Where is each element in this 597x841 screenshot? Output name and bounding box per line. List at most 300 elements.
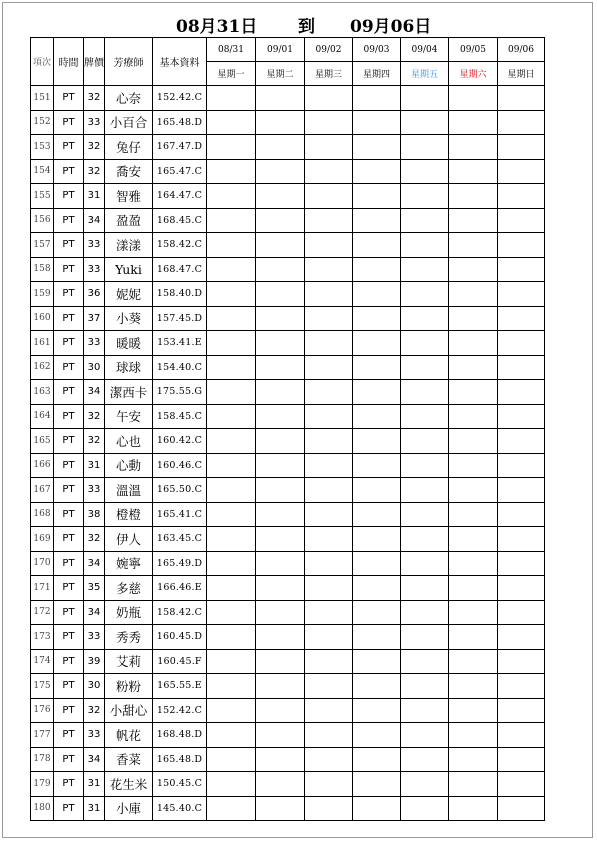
schedule-cell[interactable]	[256, 282, 305, 307]
schedule-cell[interactable]	[353, 306, 401, 331]
schedule-cell[interactable]	[353, 184, 401, 209]
schedule-cell[interactable]	[207, 331, 256, 356]
row-index: 161	[31, 331, 54, 356]
schedule-cell[interactable]	[449, 208, 498, 233]
row-card-price: 34	[84, 380, 105, 405]
row-therapist-name: 粉粉	[105, 674, 153, 699]
schedule-cell[interactable]	[401, 796, 449, 821]
schedule-cell[interactable]	[401, 135, 449, 160]
schedule-cell[interactable]	[401, 208, 449, 233]
row-therapist-name: 帆花	[105, 723, 153, 748]
schedule-cell[interactable]	[353, 478, 401, 503]
schedule-cell[interactable]	[498, 135, 545, 160]
row-basic-info: 158.42.C	[153, 600, 207, 625]
schedule-cell[interactable]	[449, 576, 498, 601]
schedule-cell[interactable]	[353, 576, 401, 601]
row-card-price: 38	[84, 502, 105, 527]
schedule-cell[interactable]	[401, 502, 449, 527]
table-row	[31, 110, 545, 135]
schedule-cell[interactable]	[353, 159, 401, 184]
schedule-cell[interactable]	[207, 184, 256, 209]
schedule-cell[interactable]	[401, 184, 449, 209]
table-row	[31, 527, 545, 552]
schedule-cell[interactable]	[449, 600, 498, 625]
schedule-cell[interactable]	[401, 257, 449, 282]
schedule-cell[interactable]	[256, 208, 305, 233]
schedule-cell[interactable]	[207, 355, 256, 380]
schedule-cell[interactable]	[353, 723, 401, 748]
schedule-cell[interactable]	[305, 649, 353, 674]
row-basic-info: 152.42.C	[153, 698, 207, 723]
day-date: 08/31	[207, 38, 256, 62]
schedule-cell[interactable]	[498, 576, 545, 601]
schedule-title	[0, 12, 597, 37]
schedule-cell[interactable]	[449, 184, 498, 209]
row-index: 156	[31, 208, 54, 233]
schedule-cell[interactable]	[305, 355, 353, 380]
row-index: 152	[31, 110, 54, 135]
schedule-cell[interactable]	[353, 355, 401, 380]
schedule-cell[interactable]	[449, 282, 498, 307]
row-time: PT	[54, 527, 84, 552]
row-therapist-name: 奶瓶	[105, 600, 153, 625]
schedule-cell[interactable]	[353, 625, 401, 650]
schedule-cell[interactable]	[305, 159, 353, 184]
schedule-cell[interactable]	[498, 429, 545, 454]
schedule-cell[interactable]	[401, 478, 449, 503]
schedule-cell[interactable]	[305, 600, 353, 625]
row-basic-info: 163.45.C	[153, 527, 207, 552]
schedule-cell[interactable]	[353, 110, 401, 135]
schedule-cell[interactable]	[207, 159, 256, 184]
schedule-cell[interactable]	[207, 674, 256, 699]
schedule-cell[interactable]	[305, 257, 353, 282]
schedule-cell[interactable]	[353, 502, 401, 527]
row-basic-info: 157.45.D	[153, 306, 207, 331]
schedule-cell[interactable]	[449, 135, 498, 160]
schedule-cell[interactable]	[256, 380, 305, 405]
schedule-cell[interactable]	[305, 404, 353, 429]
schedule-cell[interactable]	[401, 282, 449, 307]
schedule-cell[interactable]	[256, 355, 305, 380]
schedule-cell[interactable]	[305, 576, 353, 601]
schedule-cell[interactable]	[401, 772, 449, 797]
schedule-cell[interactable]	[498, 649, 545, 674]
schedule-cell[interactable]	[256, 233, 305, 258]
schedule-cell[interactable]	[449, 796, 498, 821]
row-therapist-name: 心奈	[105, 86, 153, 111]
table-row	[31, 600, 545, 625]
schedule-cell[interactable]	[449, 551, 498, 576]
schedule-cell[interactable]	[401, 625, 449, 650]
schedule-cell[interactable]	[256, 502, 305, 527]
schedule-cell[interactable]	[256, 331, 305, 356]
schedule-cell[interactable]	[353, 698, 401, 723]
schedule-cell[interactable]	[256, 184, 305, 209]
schedule-cell[interactable]	[256, 551, 305, 576]
table-row	[31, 331, 545, 356]
row-card-price: 31	[84, 796, 105, 821]
schedule-cell[interactable]	[305, 429, 353, 454]
row-basic-info: 152.42.C	[153, 86, 207, 111]
schedule-body	[31, 86, 545, 821]
schedule-cell[interactable]	[498, 331, 545, 356]
row-index: 160	[31, 306, 54, 331]
row-basic-info: 168.45.C	[153, 208, 207, 233]
schedule-cell[interactable]	[256, 453, 305, 478]
schedule-cell[interactable]	[256, 747, 305, 772]
schedule-cell[interactable]	[353, 796, 401, 821]
schedule-cell[interactable]	[207, 551, 256, 576]
schedule-cell[interactable]	[498, 551, 545, 576]
table-row	[31, 478, 545, 503]
day-weekday: 星期三	[305, 62, 353, 86]
day-date: 09/03	[353, 38, 401, 62]
schedule-cell[interactable]	[207, 282, 256, 307]
schedule-cell[interactable]	[207, 429, 256, 454]
schedule-cell[interactable]	[498, 404, 545, 429]
schedule-cell[interactable]	[256, 674, 305, 699]
row-index: 166	[31, 453, 54, 478]
schedule-cell[interactable]	[401, 404, 449, 429]
schedule-cell[interactable]	[449, 159, 498, 184]
schedule-table	[30, 37, 545, 821]
row-index: 171	[31, 576, 54, 601]
day-weekday: 星期五	[401, 62, 449, 86]
schedule-cell[interactable]	[401, 551, 449, 576]
schedule-cell[interactable]	[256, 723, 305, 748]
row-card-price: 34	[84, 208, 105, 233]
schedule-cell[interactable]	[449, 306, 498, 331]
schedule-cell[interactable]	[207, 453, 256, 478]
schedule-cell[interactable]	[207, 502, 256, 527]
row-time: PT	[54, 649, 84, 674]
schedule-cell[interactable]	[256, 772, 305, 797]
schedule-cell[interactable]	[305, 698, 353, 723]
row-time: PT	[54, 576, 84, 601]
schedule-cell[interactable]	[256, 429, 305, 454]
schedule-cell[interactable]	[353, 208, 401, 233]
schedule-cell[interactable]	[305, 184, 353, 209]
header-row-dates	[31, 38, 545, 62]
schedule-cell[interactable]	[256, 478, 305, 503]
schedule-cell[interactable]	[353, 331, 401, 356]
row-therapist-name: 球球	[105, 355, 153, 380]
schedule-cell[interactable]	[498, 184, 545, 209]
row-index: 172	[31, 600, 54, 625]
schedule-cell[interactable]	[449, 649, 498, 674]
schedule-cell[interactable]	[498, 747, 545, 772]
schedule-cell[interactable]	[449, 674, 498, 699]
schedule-cell[interactable]	[207, 527, 256, 552]
schedule-cell[interactable]	[256, 135, 305, 160]
schedule-cell[interactable]	[498, 453, 545, 478]
schedule-cell[interactable]	[401, 698, 449, 723]
table-row	[31, 86, 545, 111]
schedule-cell[interactable]	[207, 306, 256, 331]
row-index: 170	[31, 551, 54, 576]
row-time: PT	[54, 159, 84, 184]
schedule-cell[interactable]	[498, 478, 545, 503]
row-basic-info: 165.48.D	[153, 110, 207, 135]
row-time: PT	[54, 355, 84, 380]
schedule-cell[interactable]	[305, 233, 353, 258]
schedule-cell[interactable]	[498, 306, 545, 331]
schedule-cell[interactable]	[498, 698, 545, 723]
row-card-price: 31	[84, 184, 105, 209]
schedule-cell[interactable]	[305, 478, 353, 503]
row-basic-info: 160.46.C	[153, 453, 207, 478]
schedule-cell[interactable]	[207, 772, 256, 797]
schedule-cell[interactable]	[305, 282, 353, 307]
row-basic-info: 165.50.C	[153, 478, 207, 503]
schedule-cell[interactable]	[256, 306, 305, 331]
schedule-cell[interactable]	[353, 282, 401, 307]
schedule-cell[interactable]	[449, 478, 498, 503]
schedule-cell[interactable]	[353, 772, 401, 797]
schedule-cell[interactable]	[305, 772, 353, 797]
row-time: PT	[54, 723, 84, 748]
schedule-cell[interactable]	[401, 429, 449, 454]
row-index: 164	[31, 404, 54, 429]
row-time: PT	[54, 478, 84, 503]
schedule-cell[interactable]	[498, 723, 545, 748]
schedule-cell[interactable]	[449, 355, 498, 380]
row-index: 179	[31, 772, 54, 797]
table-row	[31, 723, 545, 748]
schedule-cell[interactable]	[353, 453, 401, 478]
schedule-cell[interactable]	[207, 257, 256, 282]
schedule-cell[interactable]	[305, 502, 353, 527]
schedule-cell[interactable]	[353, 551, 401, 576]
schedule-cell[interactable]	[305, 135, 353, 160]
table-row	[31, 625, 545, 650]
row-card-price: 31	[84, 772, 105, 797]
row-therapist-name: 花生米	[105, 772, 153, 797]
schedule-cell[interactable]	[401, 674, 449, 699]
schedule-cell[interactable]	[449, 723, 498, 748]
schedule-cell[interactable]	[207, 478, 256, 503]
schedule-cell[interactable]	[353, 380, 401, 405]
schedule-cell[interactable]	[449, 747, 498, 772]
table-row	[31, 674, 545, 699]
schedule-cell[interactable]	[498, 355, 545, 380]
schedule-cell[interactable]	[305, 723, 353, 748]
schedule-cell[interactable]	[207, 600, 256, 625]
schedule-cell[interactable]	[449, 502, 498, 527]
schedule-cell[interactable]	[498, 159, 545, 184]
row-therapist-name: 午安	[105, 404, 153, 429]
schedule-cell[interactable]	[498, 772, 545, 797]
schedule-cell[interactable]	[401, 453, 449, 478]
schedule-cell[interactable]	[256, 576, 305, 601]
schedule-cell[interactable]	[207, 404, 256, 429]
schedule-cell[interactable]	[401, 306, 449, 331]
row-basic-info: 158.40.D	[153, 282, 207, 307]
schedule-cell[interactable]	[401, 576, 449, 601]
schedule-cell[interactable]	[498, 208, 545, 233]
row-card-price: 32	[84, 135, 105, 160]
schedule-cell[interactable]	[305, 527, 353, 552]
schedule-cell[interactable]	[498, 674, 545, 699]
row-card-price: 34	[84, 747, 105, 772]
schedule-cell[interactable]	[207, 747, 256, 772]
schedule-cell[interactable]	[256, 257, 305, 282]
row-therapist-name: 兔仔	[105, 135, 153, 160]
row-time: PT	[54, 747, 84, 772]
schedule-cell[interactable]	[401, 649, 449, 674]
schedule-cell[interactable]	[353, 600, 401, 625]
schedule-cell[interactable]	[449, 86, 498, 111]
schedule-cell[interactable]	[207, 135, 256, 160]
schedule-cell[interactable]	[401, 110, 449, 135]
row-card-price: 33	[84, 233, 105, 258]
schedule-cell[interactable]	[401, 747, 449, 772]
row-index: 177	[31, 723, 54, 748]
schedule-cell[interactable]	[498, 796, 545, 821]
row-therapist-name: 多慈	[105, 576, 153, 601]
schedule-cell[interactable]	[305, 796, 353, 821]
row-therapist-name: 艾莉	[105, 649, 153, 674]
schedule-cell[interactable]	[401, 527, 449, 552]
schedule-cell[interactable]	[449, 429, 498, 454]
schedule-cell[interactable]	[207, 625, 256, 650]
schedule-cell[interactable]	[449, 625, 498, 650]
schedule-cell[interactable]	[207, 649, 256, 674]
schedule-cell[interactable]	[207, 796, 256, 821]
schedule-cell[interactable]	[305, 747, 353, 772]
row-basic-info: 165.48.D	[153, 747, 207, 772]
row-card-price: 35	[84, 576, 105, 601]
schedule-cell[interactable]	[401, 159, 449, 184]
schedule-cell[interactable]	[449, 110, 498, 135]
schedule-cell[interactable]	[207, 208, 256, 233]
table-row	[31, 257, 545, 282]
schedule-cell[interactable]	[256, 796, 305, 821]
schedule-cell[interactable]	[305, 86, 353, 111]
schedule-cell[interactable]	[305, 674, 353, 699]
schedule-cell[interactable]	[498, 110, 545, 135]
table-row	[31, 306, 545, 331]
schedule-cell[interactable]	[498, 282, 545, 307]
schedule-cell[interactable]	[449, 772, 498, 797]
schedule-cell[interactable]	[305, 110, 353, 135]
schedule-cell[interactable]	[256, 86, 305, 111]
schedule-cell[interactable]	[353, 649, 401, 674]
schedule-cell[interactable]	[401, 723, 449, 748]
schedule-cell[interactable]	[305, 551, 353, 576]
schedule-cell[interactable]	[449, 698, 498, 723]
row-therapist-name: 小葵	[105, 306, 153, 331]
schedule-cell[interactable]	[207, 110, 256, 135]
table-row	[31, 208, 545, 233]
schedule-cell[interactable]	[353, 527, 401, 552]
table-row	[31, 429, 545, 454]
schedule-cell[interactable]	[401, 331, 449, 356]
row-time: PT	[54, 453, 84, 478]
schedule-cell[interactable]	[498, 86, 545, 111]
table-row	[31, 772, 545, 797]
schedule-cell[interactable]	[498, 502, 545, 527]
schedule-cell[interactable]	[353, 429, 401, 454]
schedule-cell[interactable]	[353, 233, 401, 258]
table-row	[31, 135, 545, 160]
schedule-cell[interactable]	[353, 674, 401, 699]
schedule-cell[interactable]	[401, 355, 449, 380]
schedule-cell[interactable]	[353, 257, 401, 282]
schedule-cell[interactable]	[207, 576, 256, 601]
schedule-cell[interactable]	[207, 698, 256, 723]
schedule-cell[interactable]	[498, 257, 545, 282]
schedule-cell[interactable]	[305, 380, 353, 405]
day-date: 09/04	[401, 38, 449, 62]
schedule-cell[interactable]	[305, 306, 353, 331]
schedule-cell[interactable]	[305, 453, 353, 478]
schedule-cell[interactable]	[449, 453, 498, 478]
schedule-cell[interactable]	[498, 527, 545, 552]
row-time: PT	[54, 306, 84, 331]
schedule-cell[interactable]	[256, 625, 305, 650]
schedule-cell[interactable]	[498, 625, 545, 650]
schedule-cell[interactable]	[305, 208, 353, 233]
schedule-cell[interactable]	[449, 380, 498, 405]
schedule-cell[interactable]	[449, 331, 498, 356]
schedule-cell[interactable]	[498, 600, 545, 625]
row-index: 175	[31, 674, 54, 699]
schedule-cell[interactable]	[207, 380, 256, 405]
schedule-cell[interactable]	[498, 233, 545, 258]
schedule-cell[interactable]	[449, 233, 498, 258]
schedule-cell[interactable]	[449, 257, 498, 282]
schedule-cell[interactable]	[207, 723, 256, 748]
row-basic-info: 160.45.D	[153, 625, 207, 650]
schedule-cell[interactable]	[256, 159, 305, 184]
row-time: PT	[54, 208, 84, 233]
schedule-cell[interactable]	[207, 86, 256, 111]
schedule-cell[interactable]	[401, 380, 449, 405]
schedule-cell[interactable]	[256, 527, 305, 552]
row-therapist-name: 溫溫	[105, 478, 153, 503]
schedule-cell[interactable]	[449, 527, 498, 552]
schedule-cell[interactable]	[256, 404, 305, 429]
row-card-price: 32	[84, 404, 105, 429]
schedule-cell[interactable]	[353, 747, 401, 772]
day-weekday: 星期六	[449, 62, 498, 86]
row-index: 153	[31, 135, 54, 160]
schedule-cell[interactable]	[256, 110, 305, 135]
schedule-cell[interactable]	[353, 86, 401, 111]
row-basic-info: 158.45.C	[153, 404, 207, 429]
schedule-cell[interactable]	[401, 233, 449, 258]
schedule-cell[interactable]	[256, 600, 305, 625]
schedule-cell[interactable]	[401, 86, 449, 111]
schedule-cell[interactable]	[207, 233, 256, 258]
schedule-cell[interactable]	[305, 331, 353, 356]
row-basic-info: 165.55.E	[153, 674, 207, 699]
row-index: 176	[31, 698, 54, 723]
schedule-cell[interactable]	[256, 649, 305, 674]
schedule-cell[interactable]	[353, 135, 401, 160]
row-card-price: 34	[84, 600, 105, 625]
schedule-cell[interactable]	[256, 698, 305, 723]
schedule-cell[interactable]	[449, 404, 498, 429]
schedule-cell[interactable]	[305, 625, 353, 650]
row-card-price: 30	[84, 355, 105, 380]
schedule-cell[interactable]	[498, 380, 545, 405]
schedule-cell[interactable]	[353, 404, 401, 429]
row-therapist-name: 漾漾	[105, 233, 153, 258]
schedule-cell[interactable]	[401, 600, 449, 625]
